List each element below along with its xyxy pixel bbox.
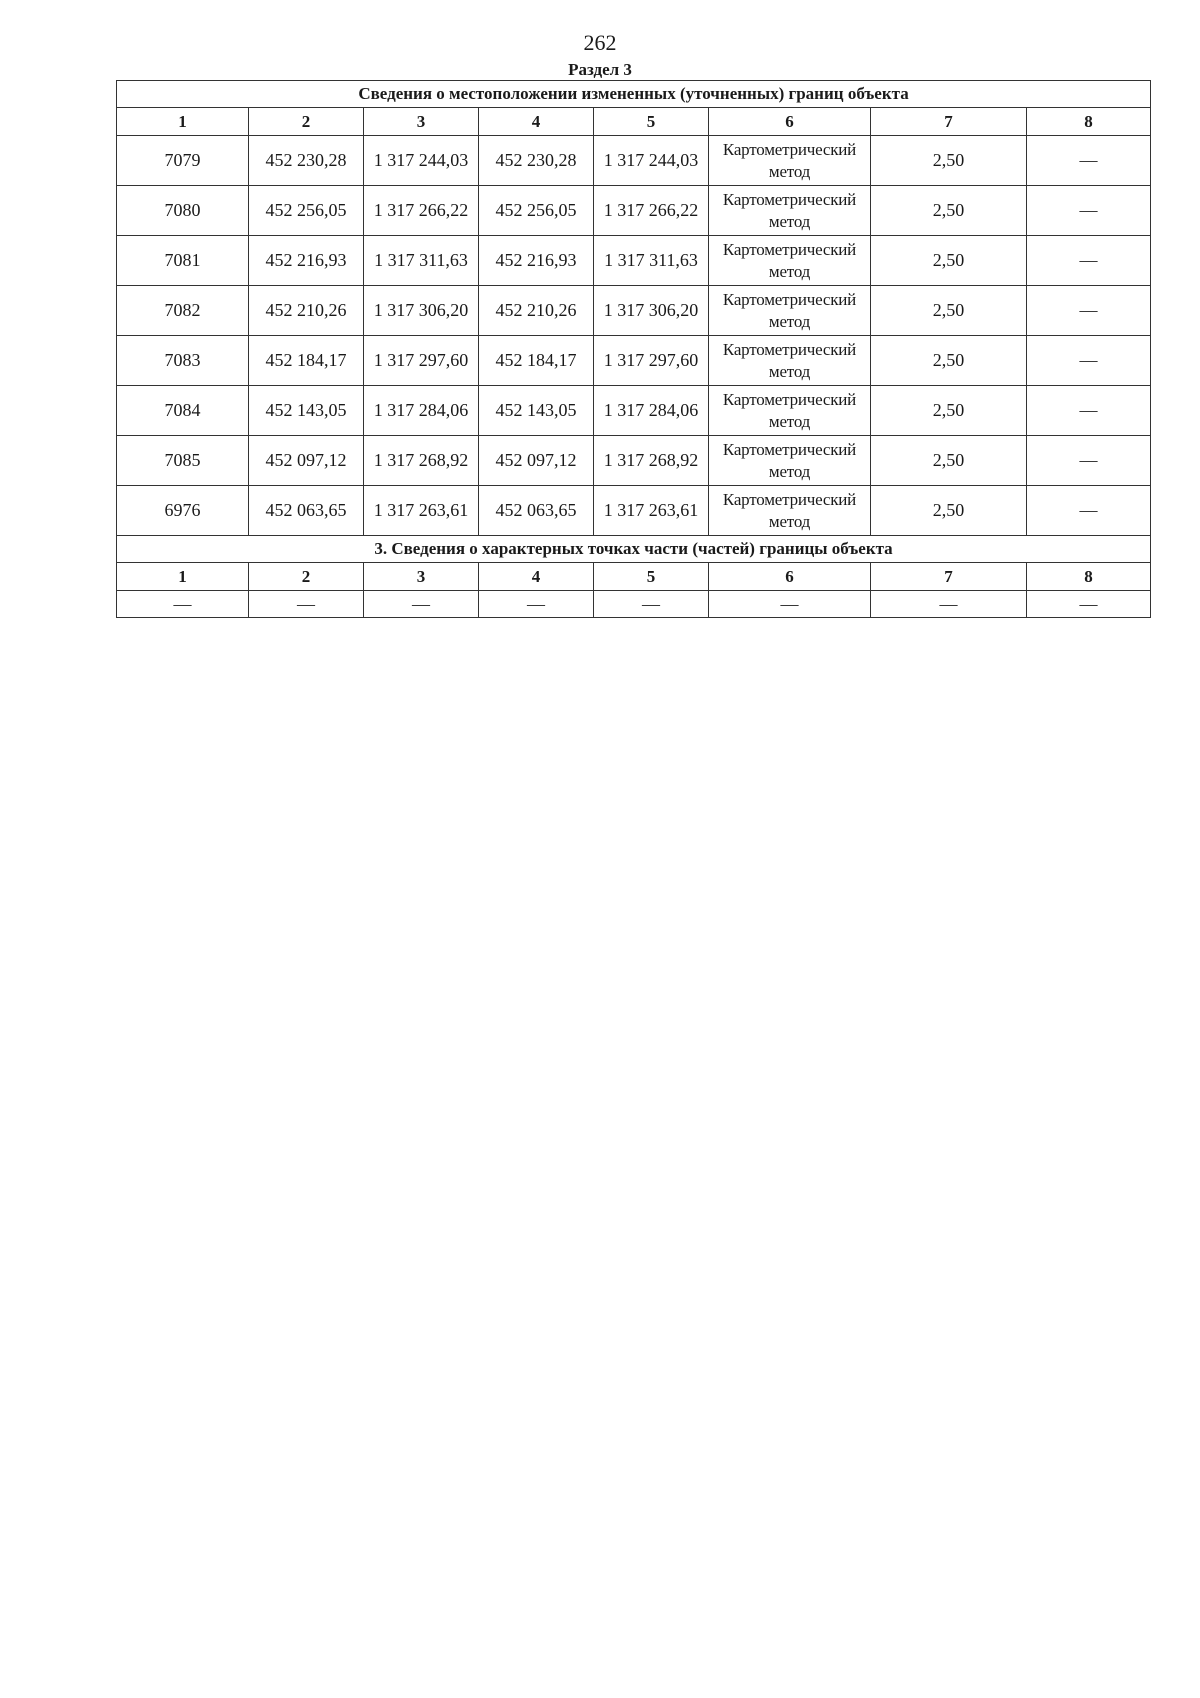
subsection-caption-row xyxy=(117,536,1151,563)
table-cell: 7084 xyxy=(117,386,249,436)
table-cell: 2,50 xyxy=(871,136,1027,186)
table-cell: 2,50 xyxy=(871,186,1027,236)
table-cell: 2,50 xyxy=(871,386,1027,436)
table-cell: — xyxy=(1027,286,1151,336)
table-row xyxy=(117,286,1151,336)
table-cell: Картометрический метод xyxy=(709,236,871,286)
table-caption: Сведения о местоположении измененных (уточненных) границ объекта xyxy=(117,81,1151,108)
table-cell: 1 317 306,20 xyxy=(364,286,479,336)
table-cell: 1 317 311,63 xyxy=(594,236,709,286)
table-cell: 2,50 xyxy=(871,336,1027,386)
column-header: 5 xyxy=(594,563,709,591)
table-cell: 452 256,05 xyxy=(249,186,364,236)
column-header: 6 xyxy=(709,563,871,591)
table-cell: 2,50 xyxy=(871,236,1027,286)
table-cell: Картометрический метод xyxy=(709,286,871,336)
table-cell: 452 063,65 xyxy=(479,486,594,536)
table-cell: — xyxy=(1027,236,1151,286)
table-cell: 452 184,17 xyxy=(249,336,364,386)
column-header: 4 xyxy=(479,108,594,136)
table-cell: 2,50 xyxy=(871,486,1027,536)
table-row xyxy=(117,236,1151,286)
column-header: 8 xyxy=(1027,563,1151,591)
column-header: 2 xyxy=(249,563,364,591)
table-row xyxy=(117,336,1151,386)
table-cell: — xyxy=(1027,486,1151,536)
table-body xyxy=(117,136,1151,536)
column-header: 1 xyxy=(117,563,249,591)
table-cell: 7085 xyxy=(117,436,249,486)
table-cell: 452 097,12 xyxy=(249,436,364,486)
page-number: 262 xyxy=(583,30,617,55)
table-cell: — xyxy=(117,591,249,618)
subsection-header-row xyxy=(117,563,1151,591)
table-cell: 452 184,17 xyxy=(479,336,594,386)
column-header: 8 xyxy=(1027,108,1151,136)
table-cell: 7083 xyxy=(117,336,249,386)
column-header: 2 xyxy=(249,108,364,136)
table-cell: 452 216,93 xyxy=(249,236,364,286)
table-cell: — xyxy=(871,591,1027,618)
table-cell: Картометрический метод xyxy=(709,436,871,486)
table-cell: 1 317 297,60 xyxy=(364,336,479,386)
table-cell: 6976 xyxy=(117,486,249,536)
table-cell: 452 256,05 xyxy=(479,186,594,236)
table-cell: 452 143,05 xyxy=(479,386,594,436)
table-cell: — xyxy=(364,591,479,618)
table-row xyxy=(117,186,1151,236)
column-header: 5 xyxy=(594,108,709,136)
table-cell: 1 317 306,20 xyxy=(594,286,709,336)
subsection-body xyxy=(117,591,1151,618)
column-header: 7 xyxy=(871,108,1027,136)
table-cell: 452 216,93 xyxy=(479,236,594,286)
boundary-coordinates-table xyxy=(116,80,1151,618)
table-cell: — xyxy=(1027,386,1151,436)
table-row xyxy=(117,591,1151,618)
table-cell: — xyxy=(1027,136,1151,186)
column-header: 4 xyxy=(479,563,594,591)
table-cell: 1 317 311,63 xyxy=(364,236,479,286)
column-header: 3 xyxy=(364,108,479,136)
table-caption-row xyxy=(117,81,1151,108)
table-cell: 452 063,65 xyxy=(249,486,364,536)
table-cell: 7081 xyxy=(117,236,249,286)
table-cell: 452 097,12 xyxy=(479,436,594,486)
column-header: 3 xyxy=(364,563,479,591)
column-header: 1 xyxy=(117,108,249,136)
table-cell: 1 317 263,61 xyxy=(364,486,479,536)
table-cell: 452 143,05 xyxy=(249,386,364,436)
table-cell: — xyxy=(1027,591,1151,618)
table-cell: 1 317 244,03 xyxy=(594,136,709,186)
table-cell: 1 317 244,03 xyxy=(364,136,479,186)
table-cell: 7080 xyxy=(117,186,249,236)
column-header: 7 xyxy=(871,563,1027,591)
table-cell: — xyxy=(479,591,594,618)
table-cell: 452 210,26 xyxy=(249,286,364,336)
table-row xyxy=(117,436,1151,486)
table-cell: Картометрический метод xyxy=(709,186,871,236)
table-cell: 452 230,28 xyxy=(249,136,364,186)
table-cell: 7082 xyxy=(117,286,249,336)
table-cell: 1 317 266,22 xyxy=(364,186,479,236)
table-cell: — xyxy=(1027,186,1151,236)
table-cell: 452 210,26 xyxy=(479,286,594,336)
table-cell: 1 317 284,06 xyxy=(594,386,709,436)
table-cell: 1 317 284,06 xyxy=(364,386,479,436)
table-cell: 1 317 266,22 xyxy=(594,186,709,236)
table-cell: Картометрический метод xyxy=(709,136,871,186)
table-cell: 1 317 297,60 xyxy=(594,336,709,386)
table-cell: 1 317 268,92 xyxy=(364,436,479,486)
table-cell: Картометрический метод xyxy=(709,336,871,386)
table-cell: 452 230,28 xyxy=(479,136,594,186)
table-cell: Картометрический метод xyxy=(709,386,871,436)
table-cell: — xyxy=(1027,436,1151,486)
table-cell: 1 317 263,61 xyxy=(594,486,709,536)
table-row xyxy=(117,136,1151,186)
table-cell: Картометрический метод xyxy=(709,486,871,536)
table-cell: — xyxy=(249,591,364,618)
table-cell: — xyxy=(594,591,709,618)
table-cell: 2,50 xyxy=(871,436,1027,486)
subsection-caption: 3. Сведения о характерных точках части (частей) границы объекта xyxy=(117,536,1151,563)
section-title: Раздел 3 xyxy=(568,60,632,79)
table-row xyxy=(117,386,1151,436)
column-header: 6 xyxy=(709,108,871,136)
table-row xyxy=(117,486,1151,536)
table-cell: — xyxy=(1027,336,1151,386)
table-cell: 7079 xyxy=(117,136,249,186)
column-header-row xyxy=(117,108,1151,136)
table-cell: 2,50 xyxy=(871,286,1027,336)
table-cell: — xyxy=(709,591,871,618)
table-cell: 1 317 268,92 xyxy=(594,436,709,486)
